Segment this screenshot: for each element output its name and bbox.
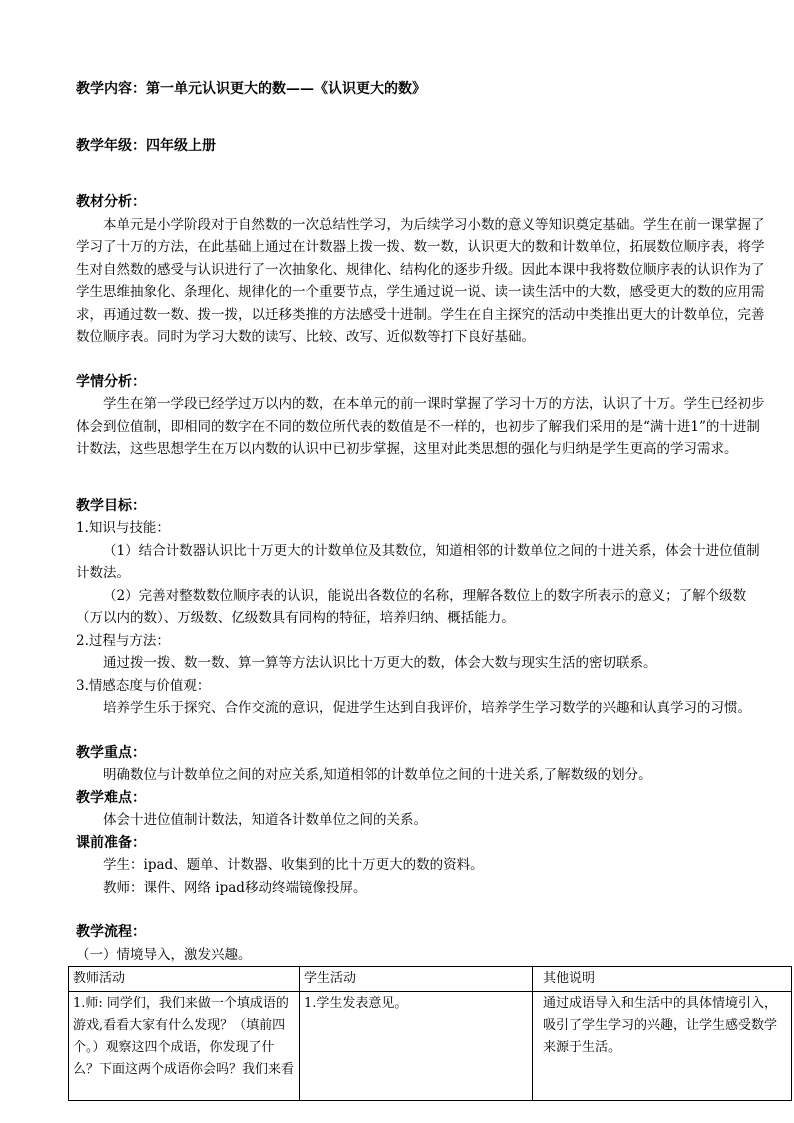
objectives-attitude-text: 培养学生乐于探究、合作交流的意识，促进学生达到自我评价，培养学生学习数学的兴趣和认真学习的习惯。 — [103, 700, 751, 716]
textbook-analysis-heading: 教材分析： — [76, 194, 146, 210]
grade-text: 四年级上册 — [146, 137, 216, 154]
objectives-process-title: 2.过程与方法： — [76, 632, 170, 649]
difficulties-heading: 教学难点： — [76, 789, 146, 806]
objectives-attitude-title: 3.情感态度与价值观： — [76, 677, 211, 694]
note-cell: 通过成语导入和生活中的具体情境引入，吸引了学生学习的兴趣，让学生感受数学来源于生活。 — [533, 992, 792, 1101]
key-points-text: 明确数位与计数单位之间的对应关系,知道相邻的计数单位之间的十进关系,了解数级的划分。 — [103, 767, 652, 783]
content-line — [76, 78, 766, 101]
column-header-teacher: 教师活动 — [69, 967, 300, 992]
textbook-analysis-paragraph: 本单元是小学阶段对于自然数的一次总结性学习，为后续学习小数的意义等知识奠定基础。学生在前一课掌握了学习了十万的方法，在此基础上通过在计数器上拨一拨、数一数，认识更大的数和计数单位，拓展数位顺序表，将学生对自然数的感受与认识进行了一次抽象化、规律化、结构化的逐步升级。因此本课中我将数位顺序表的认识作为了学生思维抽象化、条理化、规律化的一个重要节点，学生通过说一说、读一读生活中的大数，感受更大的数的应用需求，再通过数一数、拨一拨，以迁移类推的方法感受十进制。学生在自主探究的活动中类推出更大的计数单位，完善数位顺序表。同时为学习大数的读写、比较、改写、近似数等打下良好基础。 — [76, 216, 765, 345]
preparation-heading: 课前准备： — [76, 834, 146, 851]
student-activity-cell: 1.学生发表意见。 — [300, 992, 533, 1101]
teacher-activity-cell: 1.师: 同学们，我们来做一个填成语的游戏,看看大家有什么发现？（填前四个。）观察这四个成语，你发现了什么？下面这两个成语你会吗？我们来看 — [69, 992, 300, 1101]
key-points-heading: 教学重点： — [76, 744, 146, 761]
objectives-knowledge-2: （2）完善对整数数位顺序表的认识，能说出各数位的名称，理解各数位上的数字所表示的意义；了解个级数（万以内的数）、万级数、亿级数具有同构的特征，培养归纳、概括能力。 — [76, 587, 747, 626]
flow-section-1: （一）情境导入，激发兴趣。 — [76, 946, 252, 963]
grade-label: 教学年级： — [76, 137, 146, 154]
preparation-teacher: 教师：课件、网络 ipad移动终端镜像投屏。 — [103, 879, 367, 896]
flow-heading: 教学流程： — [76, 924, 146, 940]
objectives-process-text: 通过拨一拨、数一数、算一算等方法认识比十万更大的数，体会大数与现实生活的密切联系。 — [103, 655, 657, 671]
content-text: 第一单元认识更大的数——《认识更大的数》 — [146, 81, 426, 97]
learner-analysis-heading: 学情分析： — [76, 373, 146, 390]
content-label: 教学内容： — [76, 81, 146, 97]
flow-table — [68, 966, 792, 1101]
objectives-knowledge-1: （1）结合计数器认识比十万更大的计数单位及其数位，知道相邻的计数单位之间的十进关系，体会十进位值制计数法。 — [76, 542, 760, 581]
learner-analysis-paragraph: 学生在第一学段已经学过万以内的数，在本单元的前一课时掌握了学习十万的方法，认识了十万。学生已经初步体会到位值制，即相同的数字在不同的数位所代表的数值是不一样的，也初步了解我们采用的是“满十进1”的十进制计数法，这些思想学生在万以内数的认识中已初步掌握，这里对此类思想的强化与归纳是学生更高的学习需求。 — [76, 396, 765, 457]
difficulties-text: 体会十进位值制计数法，知道各计数单位之间的关系。 — [103, 812, 427, 828]
flow-table-header-row — [69, 967, 792, 992]
lesson-plan-page — [73, 78, 778, 1101]
table-row — [69, 992, 792, 1101]
objectives-heading: 教学目标： — [76, 497, 146, 514]
preparation-student: 学生：ipad、题单、计数器、收集到的比十万更大的数的资料。 — [103, 857, 484, 873]
column-header-student: 学生活动 — [300, 967, 533, 992]
objectives-knowledge-title: 1.知识与技能： — [76, 520, 170, 536]
column-header-note: 其他说明 — [533, 967, 792, 992]
grade-line — [76, 135, 766, 158]
